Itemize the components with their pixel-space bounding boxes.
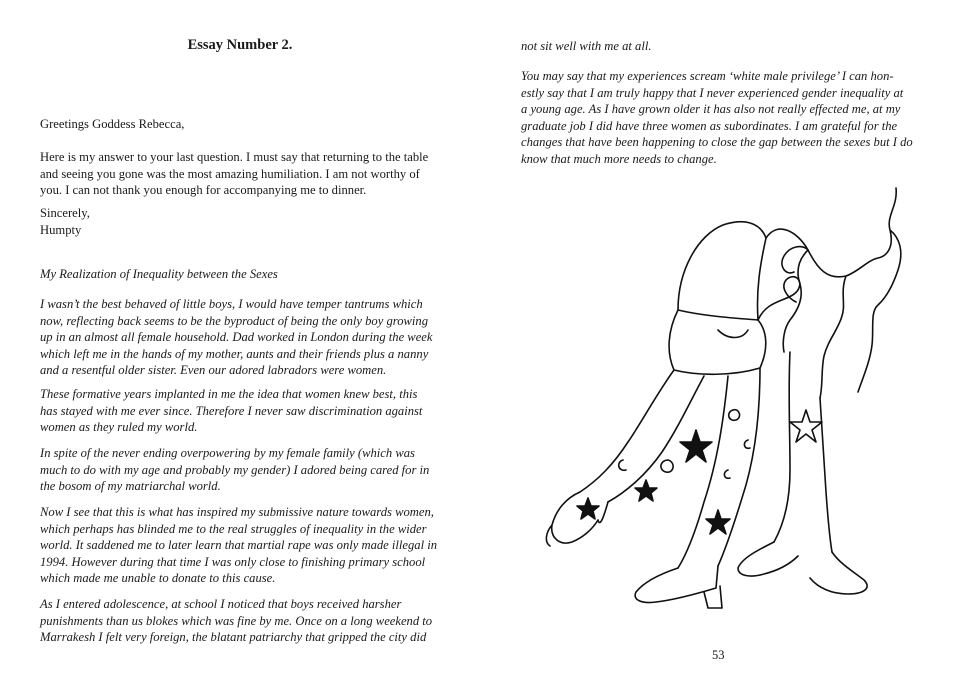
legs-illustration <box>528 180 938 610</box>
text-line: has stayed with me ever since. Therefore I never saw discrimination against <box>40 403 423 418</box>
star-decoration <box>577 498 599 519</box>
dome-shape <box>678 222 766 320</box>
center-leg <box>678 368 760 568</box>
greeting: Greetings Goddess Rebecca, <box>40 117 185 131</box>
essay-paragraph-3 <box>40 445 450 495</box>
tangle-strands <box>758 247 808 320</box>
star-decoration <box>635 480 657 501</box>
center-boot <box>635 566 722 608</box>
intro-line: Here is my answer to your last question. I must say that returning to the table <box>40 150 429 164</box>
essay-title: My Realization of Inequality between the Sexes <box>40 267 278 281</box>
signoff <box>40 205 450 238</box>
text-line: As I entered adolescence, at school I noticed that boys received harsher <box>40 597 402 611</box>
text-line: changes that have been happening to close the gap between the sexes but I do <box>521 135 913 150</box>
essay-paragraph-4 <box>40 504 450 587</box>
essay-paragraph-1 <box>40 296 450 379</box>
pocket <box>718 330 748 338</box>
text-line: world. It saddened me to later learn that martial rape was only made illegal in <box>40 538 438 553</box>
text-line: the bosom of my matriarchal world. <box>40 479 221 494</box>
text-line: up in an almost all female household. Dad worked in London during the week <box>40 330 433 345</box>
text-line: Now I see that this is what has inspired my submissive nature towards women, <box>40 505 434 519</box>
text-line: In spite of the never ending overpowering by my female family (which was <box>40 446 415 460</box>
text-line: know that much more needs to change. <box>521 151 717 166</box>
star-decoration <box>790 410 822 442</box>
continuation-line: not sit well with me at all. <box>521 39 652 53</box>
left-leg <box>580 370 704 502</box>
closing-paragraph <box>521 68 931 168</box>
text-line: You may say that my experiences scream ‘white male privilege’ I can hon- <box>521 69 894 83</box>
text-line: much to do with my age and probably my gender) I adored being cared for in <box>40 462 430 477</box>
intro-line: you. I can not thank you enough for accompanying me to dinner. <box>40 183 367 198</box>
page-number: 53 <box>712 648 725 662</box>
text-line: Marrakesh I felt very foreign, the blatant patriarchy that gripped the city did <box>40 630 427 645</box>
essay-number-heading: Essay Number 2. <box>187 37 293 53</box>
intro-paragraph <box>40 149 450 199</box>
right-page <box>480 0 960 680</box>
text-line: now, reflecting back seems to be the byproduct of being the only boy growing <box>40 313 428 328</box>
text-line: These formative years implanted in me the idea that women knew best, this <box>40 387 418 401</box>
right-foot <box>738 542 867 594</box>
text-line: estly say that I am truly happy that I never experienced gender inequality at <box>521 85 904 100</box>
essay-paragraph-2 <box>40 386 450 436</box>
star-decoration <box>706 510 730 534</box>
text-line: I wasn’t the best behaved of little boys, I would have temper tantrums which <box>40 297 423 311</box>
text-line: which perhaps has blinded me to the real struggles of inequality in the wider <box>40 521 427 536</box>
text-line: women as they ruled my world. <box>40 420 198 435</box>
text-line: 1994. However during that time I was only close to finishing primary school <box>40 554 426 569</box>
star-decoration <box>680 430 712 462</box>
signoff-name: Humpty <box>40 222 82 237</box>
text-line: punishments than us blokes which was fine by me. Once on a long weekend to <box>40 613 433 628</box>
right-leg <box>774 352 832 552</box>
text-line: graduate job I did have three women as subordinates. I am grateful for the <box>521 118 898 133</box>
text-line: which made me unable to donate to this cause. <box>40 571 276 586</box>
essay-paragraph-5 <box>40 596 450 646</box>
left-boot <box>546 492 608 546</box>
text-line: and a resentful older sister. Even our adored labradors were women. <box>40 363 387 378</box>
text-line: which left me in the hands of my mother, aunts and their friends plus a nanny <box>40 346 429 361</box>
signoff-line: Sincerely, <box>40 206 90 220</box>
text-line: a young age. As I have grown older it has also not really effected me, at my <box>521 102 901 117</box>
intro-line: and seeing you gone was the most amazing humiliation. I am not worthy of <box>40 166 420 181</box>
